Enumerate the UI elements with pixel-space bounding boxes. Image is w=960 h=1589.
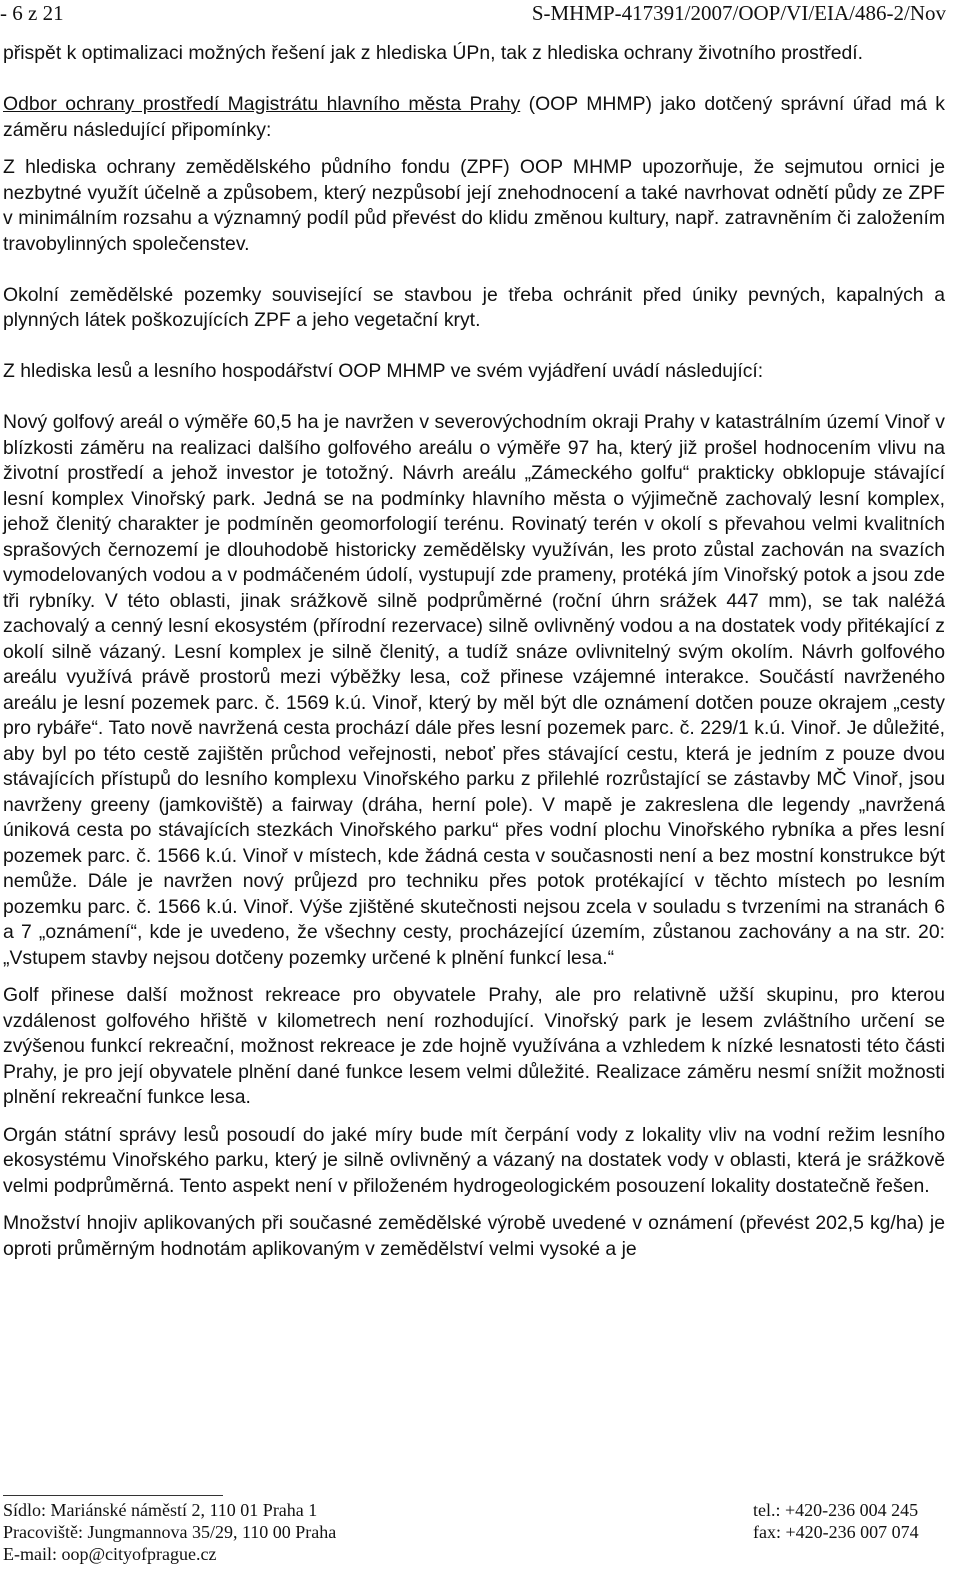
footer-address-block: [3, 1499, 336, 1565]
footer-phone: tel.: +420-236 004 245: [753, 1500, 919, 1520]
page-header: [0, 0, 960, 36]
paragraph-oop-comments-text: (OOP MHMP) jako dotčený správní úřad má k záměru následující připomínky:: [3, 93, 945, 141]
document-body: [3, 41, 945, 1288]
footer-fax: fax: +420-236 007 074: [753, 1522, 919, 1542]
paragraph-recreation: Golf přinese další možnost rekreace pro obyvatele Prahy, ale pro relativně užší skupinu, pro kterou vzdálenost golfového hřiště v kilometrech není rozhodující. Vinořský park je lesem zvláštního určení se zvýšenou funkcí rekreační, možnost rekreace je zde hojně využívána a vzhledem k nízké lesnatosti této části Prahy, je pro její obyvatele plnění dané funkce lesem velmi důležité. Realizace záměru nesmí snížit možnosti plnění rekreační funkce lesa.: [3, 984, 945, 1108]
paragraph-fertilizers: Množství hnojiv aplikovaných při současné zemědělské výrobě uvedené v oznámení (převést 202,5 kg/ha) je oproti průměrným hodnotám aplikovaným v zemědělství velmi vysoké a je: [3, 1212, 945, 1260]
footer-email: E-mail: oop@cityofprague.cz: [3, 1544, 217, 1564]
document-reference: S-MHMP-417391/2007/OOP/VI/EIA/486-2/Nov: [531, 1, 946, 25]
footer-address: Sídlo: Mariánské náměstí 2, 110 01 Praha 1: [3, 1500, 318, 1520]
paragraph-forestry-heading: Z hlediska lesů a lesního hospodářství OOP MHMP ve svém vyjádření uvádí následující:: [3, 360, 764, 382]
paragraph-water-regime: Orgán státní správy lesů posoudí do jaké míry bude mít čerpání vody z lokality vliv na vodní režim lesního ekosystému Vinořského parku, který je silně ovlivněný a vázaný na dostatek vody v oblasti, která je srážkově velmi podprůměrná. Tento aspekt není v přiloženém hydrogeologickém posouzení lokality dostatečně řešen.: [3, 1123, 945, 1197]
paragraph-oop-comments: [3, 92, 945, 143]
paragraph-intro: přispět k optimalizaci možných řešení jak z hlediska ÚPn, tak z hlediska ochrany životního prostředí.: [3, 42, 864, 64]
department-name: Odbor ochrany prostředí Magistrátu hlavního města Prahy: [3, 93, 521, 115]
page-number: - 6 z 21: [0, 1, 64, 25]
footer-workplace: Pracoviště: Jungmannova 35/29, 110 00 Praha: [3, 1522, 337, 1542]
paragraph-golf-area: Nový golfový areál o výměře 60,5 ha je navržen v severovýchodním okraji Prahy v katastrálním území Vinoř v blízkosti záměru na realizaci dalšího golfového areálu o výměře 97 ha, který již prošel hodnocením vlivu na životní prostředí a jehož investor je totožný. Návrh areálu „Zámeckého golfu“ prakticky obklopuje stávající lesní komplex Vinořský park. Jedná se na podmínky hlavního města o výjimečně zachovalý lesní komplex, jehož členitý charakter je podmíněn geomorfologií terénu. Rovinatý terén v okolí s převahou velmi kvalitních sprašových černozemí je dlouhodobě historicky zemědělsky využíván, les proto zůstal zachován na svazích vymodelovaných vodou a v podmáčeném údolí, vystupují zde prameny, protéká jím Vinořský potok a jsou zde tři rybníky. V této oblasti, jinak srážkově silně podprůměrné (roční úhrn srážek 447 mm), se tak naléžá zachovalý a cenný lesní ekosystém (přírodní rezervace) silně ovlivněný vodou a na dostatek vody přitékající z okolí silně vázaný. Lesní komplex je silně členitý, a tudíž snáze ovlivnitelný svým okolím. Návrh golfového areálu využívá právě prostorů mezi výběžky lesa, což přinese vzájemné interakce. Součástí navrženého areálu je lesní pozemek parc. č. 1569 k.ú. Vinoř, který by měl být dle oznámení dotčen pouze okrajem „cesty pro rybáře“. Tato nově navržená cesta prochází dále přes lesní pozemek parc. č. 229/1 k.ú. Vinoř. Je důležité, aby byl po této cestě zajištěn průchod veřejnosti, neboť přes stávající cestu, která je jedním z pouze dvou stávajících přístupů do lesního komplexu Vinořského parku z přilehlé rozrůstající se zástavby MČ Vinoř, jsou navrženy greeny (jamkoviště) a fairway (dráha, herní pole). V mapě je zakreslena dle legendy „navržená úniková cesta po stávajících stezkách Vinořského parku“ přes vodní plochu Vinořského rybníka a přes lesní pozemek parc. č. 1566 k.ú. Vinoř v místech, kde žádná cesta v současnosti není a bez mostní konstrukce být nemůže. Dále je navržen nový průjezd pro techniku přes potok protékající v těchto místech po lesním pozemku parc. č. 1566 k.ú. Vinoř. Výše zjištěné skutečnosti nejsou zcela v souladu s tvrzeními na stranách 6 a 7 „oznámení“, kde je uvedeno, že všechny cesty, procházející územím, zůstanou zachovány a na str. 20: „Vstupem stavby nejsou dotčeny pozemky určené k plnění funkcí lesa.“: [3, 411, 945, 969]
footer-contact-block: [753, 1499, 919, 1543]
paragraph-land-protection: Okolní zemědělské pozemky související se stavbou je třeba ochránit před úniky pevných, kapalných a plynných látek poškozujících ZPF a jeho vegetační kryt.: [3, 283, 945, 331]
page-footer: [3, 1495, 945, 1587]
footer-divider: [3, 1495, 223, 1496]
paragraph-zpf: Z hlediska ochrany zemědělského půdního fondu (ZPF) OOP MHMP upozorňuje, že sejmutou ornici je nezbytné využít účelně a způsobem, který nezpůsobí její znehodnocení a také navrhovat odnětí půdy ze ZPF v minimálním rozsahu a významný podíl půd převést do klidu změnou kultury, např. zatravněním či založením travobylinných společenstev.: [3, 156, 945, 255]
